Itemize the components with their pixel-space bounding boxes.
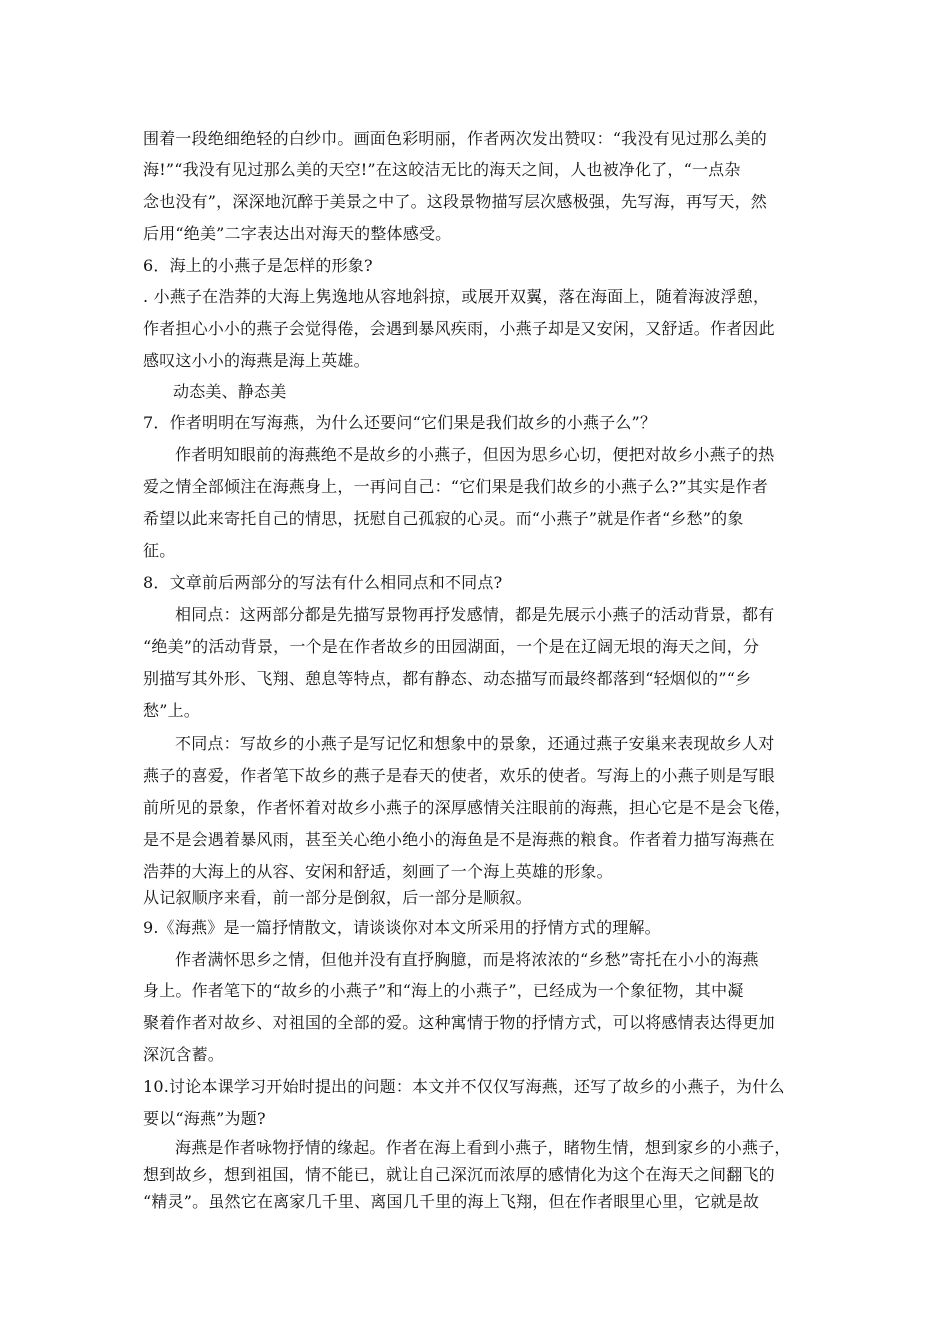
text-line: 前所见的景象，作者怀着对故乡小燕子的深厚感情关注眼前的海燕，担心它是不是会飞倦， — [143, 798, 792, 817]
question-heading: 8．文章前后两部分的写法有什么相同点和不同点? — [143, 573, 503, 592]
text-line: 愁”上。 — [143, 701, 200, 720]
text-line: 身上。作者笔下的“故乡的小燕子”和“海上的小燕子”，已经成为一个象征物，其中凝 — [143, 981, 744, 1000]
text-line: 作者满怀思乡之情，但他并没有直抒胸臆，而是将浓浓的“乡愁”寄托在小小的海燕 — [175, 950, 759, 969]
question-heading: 9.《海燕》是一篇抒情散文，请谈谈你对本文所采用的抒情方式的理解。 — [143, 918, 661, 937]
question-heading: 7．作者明明在写海燕，为什么还要问“它们果是我们故乡的小燕子么”？ — [143, 413, 657, 432]
text-line: 聚着作者对故乡、对祖国的全部的爱。这种寓情于物的抒情方式，可以将感情表达得更加 — [143, 1013, 775, 1032]
text-line: 别描写其外形、飞翔、憩息等特点，都有静态、动态描写而最终都落到“轻烟似的”“乡 — [143, 669, 752, 688]
text-line: “精灵”。虽然它在离家几千里、离国几千里的海上飞翔，但在作者眼里心里，它就是故 — [143, 1192, 760, 1211]
text-line: “绝美”的活动背景，一个是在作者故乡的田园湖面，一个是在辽阔无垠的海天之间，分 — [143, 637, 760, 656]
text-line: 深沉含蓄。 — [143, 1045, 225, 1064]
text-line: 是不是会遇着暴风雨，甚至关心绝小绝小的海鱼是不是海燕的粮食。作者着力描写海燕在 — [143, 830, 775, 849]
text-line: 围着一段绝细绝轻的白纱巾。画面色彩明丽，作者两次发出赞叹：“我没有见过那么美的 — [143, 129, 767, 148]
text-line: 征。 — [143, 541, 176, 560]
text-line: 动态美、静态美 — [173, 382, 287, 401]
text-line: 相同点：这两部分都是先描写景物再抒发感情，都是先展示小燕子的活动背景，都有 — [175, 605, 775, 624]
text-line: 从记叙顺序来看，前一部分是倒叙，后一部分是顺叙。 — [143, 888, 532, 907]
question-heading: 要以“海燕”为题? — [143, 1109, 266, 1128]
text-line: 后用“绝美”二字表达出对海天的整体感受。 — [143, 224, 452, 243]
text-line: . 小燕子在浩莽的大海上隽逸地从容地斜掠，或展开双翼，落在海面上，随着海波浮憩， — [143, 287, 770, 306]
text-line: 想到故乡，想到祖国，情不能已，就让自己深沉而浓厚的感情化为这个在海天之间翻飞的 — [143, 1165, 775, 1184]
text-line: 不同点：写故乡的小燕子是写记忆和想象中的景象，还通过燕子安巢来表现故乡人对 — [175, 734, 775, 753]
text-line: 海燕是作者咏物抒情的缘起。作者在海上看到小燕子，睹物生情，想到家乡的小燕子， — [175, 1138, 791, 1157]
text-line: 浩莽的大海上的从容、安闲和舒适，刻画了一个海上英雄的形象。 — [143, 862, 613, 881]
text-line: 燕子的喜爱，作者笔下故乡的燕子是春天的使者，欢乐的使者。写海上的小燕子则是写眼 — [143, 766, 775, 785]
text-line: 念也没有”，深深地沉醉于美景之中了。这段景物描写层次感极强，先写海，再写天，然 — [143, 192, 767, 211]
question-heading: 6．海上的小燕子是怎样的形象? — [143, 256, 373, 275]
question-heading: 10.讨论本课学习开始时提出的问题：本文并不仅仅写海燕，还写了故乡的小燕子，为什么 — [143, 1077, 785, 1096]
text-line: 希望以此来寄托自己的情思，抚慰自己孤寂的心灵。而“小燕子”就是作者“乡愁”的象 — [143, 509, 744, 528]
text-line: 爱之情全部倾注在海燕身上，一再问自己：“它们果是我们故乡的小燕子么?”其实是作者 — [143, 477, 768, 496]
text-line: 感叹这小小的海燕是海上英雄。 — [143, 351, 370, 370]
text-line: 作者担心小小的燕子会觉得倦，会遇到暴风疾雨，小燕子却是又安闲，又舒适。作者因此 — [143, 319, 775, 338]
text-line: 作者明知眼前的海燕绝不是故乡的小燕子，但因为思乡心切，便把对故乡小燕子的热 — [175, 445, 775, 464]
text-line: 海!”“我没有见过那么美的天空!”在这皎洁无比的海天之间，人也被净化了，“一点杂 — [143, 160, 741, 179]
